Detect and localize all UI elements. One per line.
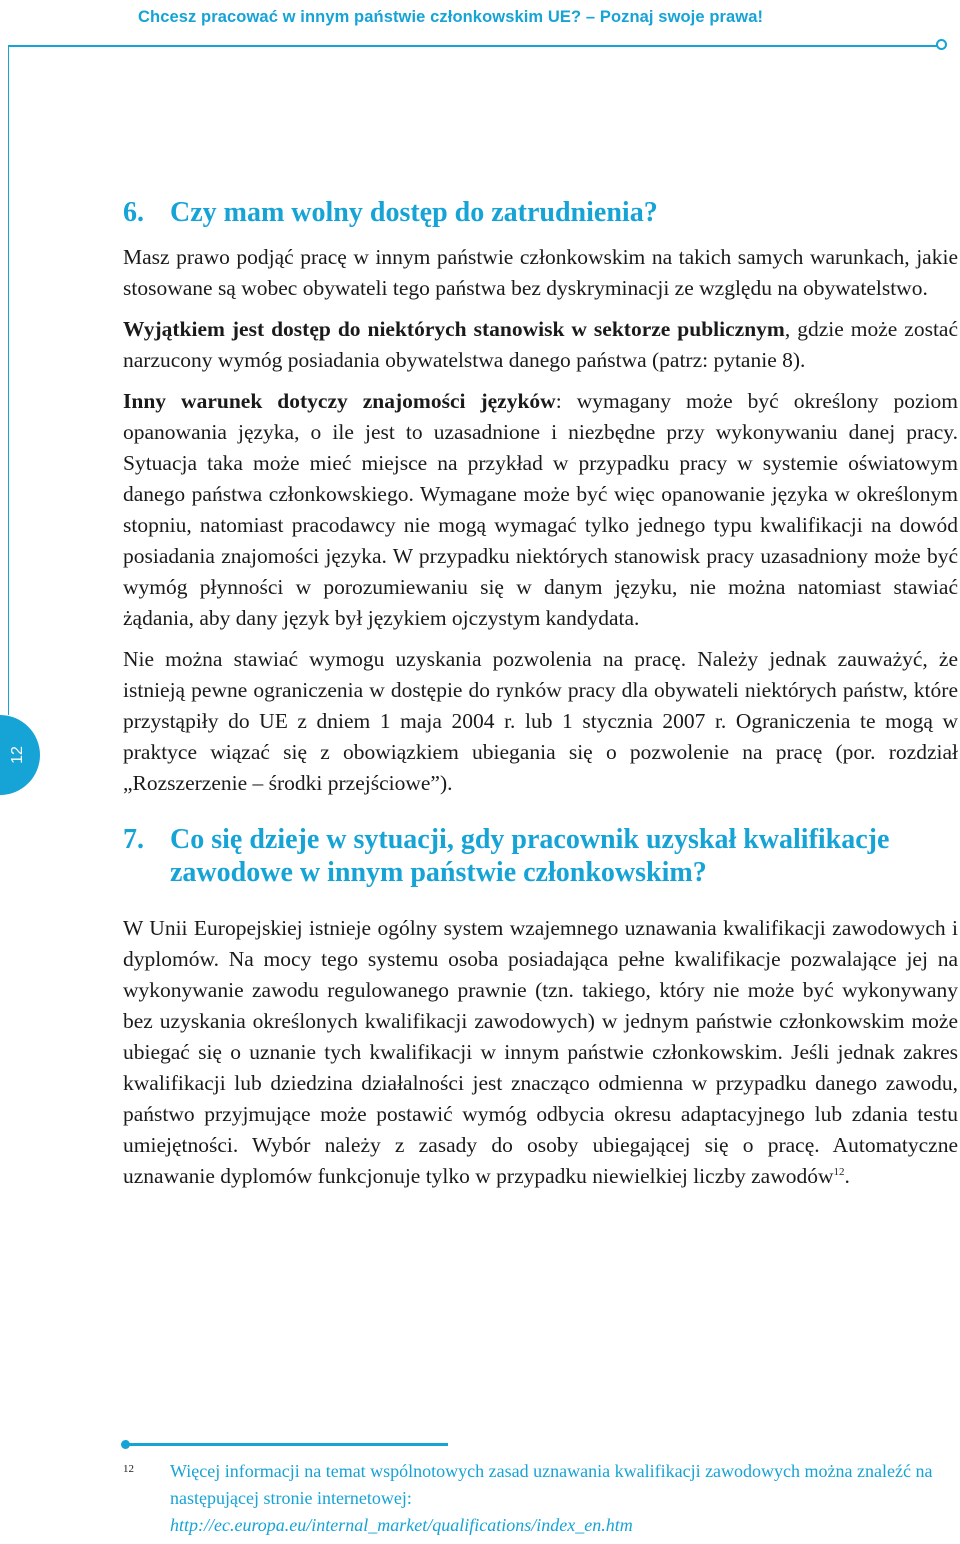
section-title: Czy mam wolny dostęp do zatrudnienia?	[170, 197, 658, 228]
paragraph: Masz prawo podjąć pracę w innym państwie członkowskim na takich samych warunkach, jakie stosowane są wobec obywateli tego państwa bez dyskryminacji ze względu na obywatelstwo.	[123, 245, 958, 300]
footnote	[123, 1458, 958, 1539]
footnote-link[interactable]: http://ec.europa.eu/internal_market/qualifications/index_en.htm	[170, 1515, 633, 1535]
footnote-rule	[123, 1443, 448, 1446]
footnote-reference[interactable]: 12	[833, 1165, 845, 1178]
page-number-tab	[0, 715, 40, 795]
emphasis: Wyjątkiem jest dostęp do niektórych stanowisk w sektorze publicznym	[123, 317, 785, 341]
paragraph: W Unii Europejskiej istnieje ogólny system wzajemnego uznawania kwalifikacji zawodowych i dyplomów. Na mocy tego systemu osoba posiadająca pełne kwalifikacje pozwalające jej na wykonywanie zawodu regulowanego prawnie (tzn. takiego, który nie może być wykonywany bez uzyskania określonych kwalifikacji zawodowych) w jednym państwie członkowskim może ubiegać się o uznanie tych kwalifikacji w innym państwie członkowskim. Jeśli jednak zakres kwalifikacji lub dziedzina działalności jest znacząco odmienna w przypadku danego zawodu, państwo przyjmujące może postawić wymóg odbycia okresu adaptacyjnego lub zdania testu umiejętności. Wybór należy z zasady do osoby ubiegającej się o pracę. Automatyczne uznawanie dyplomów funkcjonuje tylko w przypadku niewielkiej liczby zawodów$^{12}$.	[123, 916, 958, 1188]
page-content	[123, 196, 958, 1192]
section-7-heading	[123, 823, 958, 889]
paragraph: Wyjątkiem jest dostęp do niektórych stanowisk w sektorze publicznym, gdzie może zostać narzucony wymóg posiadania obywatelstwa danego państwa (patrz: pytanie 8).	[123, 317, 959, 372]
footnote-text: Więcej informacji na temat wspólnotowych zasad uznawania kwalifikacji zawodowych można znaleźć na następującej stronie internetowej:	[170, 1461, 933, 1508]
section-6-heading	[123, 196, 958, 229]
footnote-mark: 12	[123, 1463, 134, 1475]
emphasis: Inny warunek dotyczy znajomości języków	[123, 389, 556, 413]
header-rule	[8, 45, 938, 47]
paragraph: Inny warunek dotyczy znajomości języków: wymagany może być określony poziom opanowania języka, o ile jest to uzasadnione i niezbędne przy wykonywaniu danej pracy. Sytuacja taka może mieć miejsce na przykład w przypadku pracy w systemie oświatowym danego państwa członkowskiego. Wymagane może być więc opanowanie języka w określonym stopniu, natomiast pracodawcy nie mogą wymagać tylko jednego typu kwalifikacji na dowód posiadania znajomości języka. W przypadku niektórych stanowisk pracy uzasadniony może być wymóg płynności w porozumiewaniu się w danym języku, nie można natomiast stawiać żądania, aby dany język był językiem ojczystym kandydata.	[123, 389, 958, 630]
section-number: 7.	[123, 824, 144, 855]
running-header: Chcesz pracować w innym państwie członkowskim UE? – Poznaj swoje prawa!	[138, 8, 764, 26]
section-number: 6.	[123, 197, 144, 228]
section-title: Co się dzieje w sytuacji, gdy pracownik uzyskał kwalifikacje zawodowe w innym państwie członkowskim?	[170, 824, 890, 888]
paragraph: Nie można stawiać wymogu uzyskania pozwolenia na pracę. Należy jednak zauważyć, że istnieją pewne ograniczenia w dostępie do rynków pracy dla obywateli niektórych państw, które przystąpiły do UE z dniem 1 maja 2004 r. lub 1 stycznia 2007 r. Ograniczenia te mogą w praktyce wiązać się z obowiązkiem ubiegania się o pozwolenie na pracę (por. rozdział „Rozszerzenie – środki przejściowe”).	[123, 647, 958, 795]
page-number: 12	[9, 746, 26, 764]
margin-rule	[8, 45, 9, 715]
header-rule-circle	[936, 39, 947, 50]
